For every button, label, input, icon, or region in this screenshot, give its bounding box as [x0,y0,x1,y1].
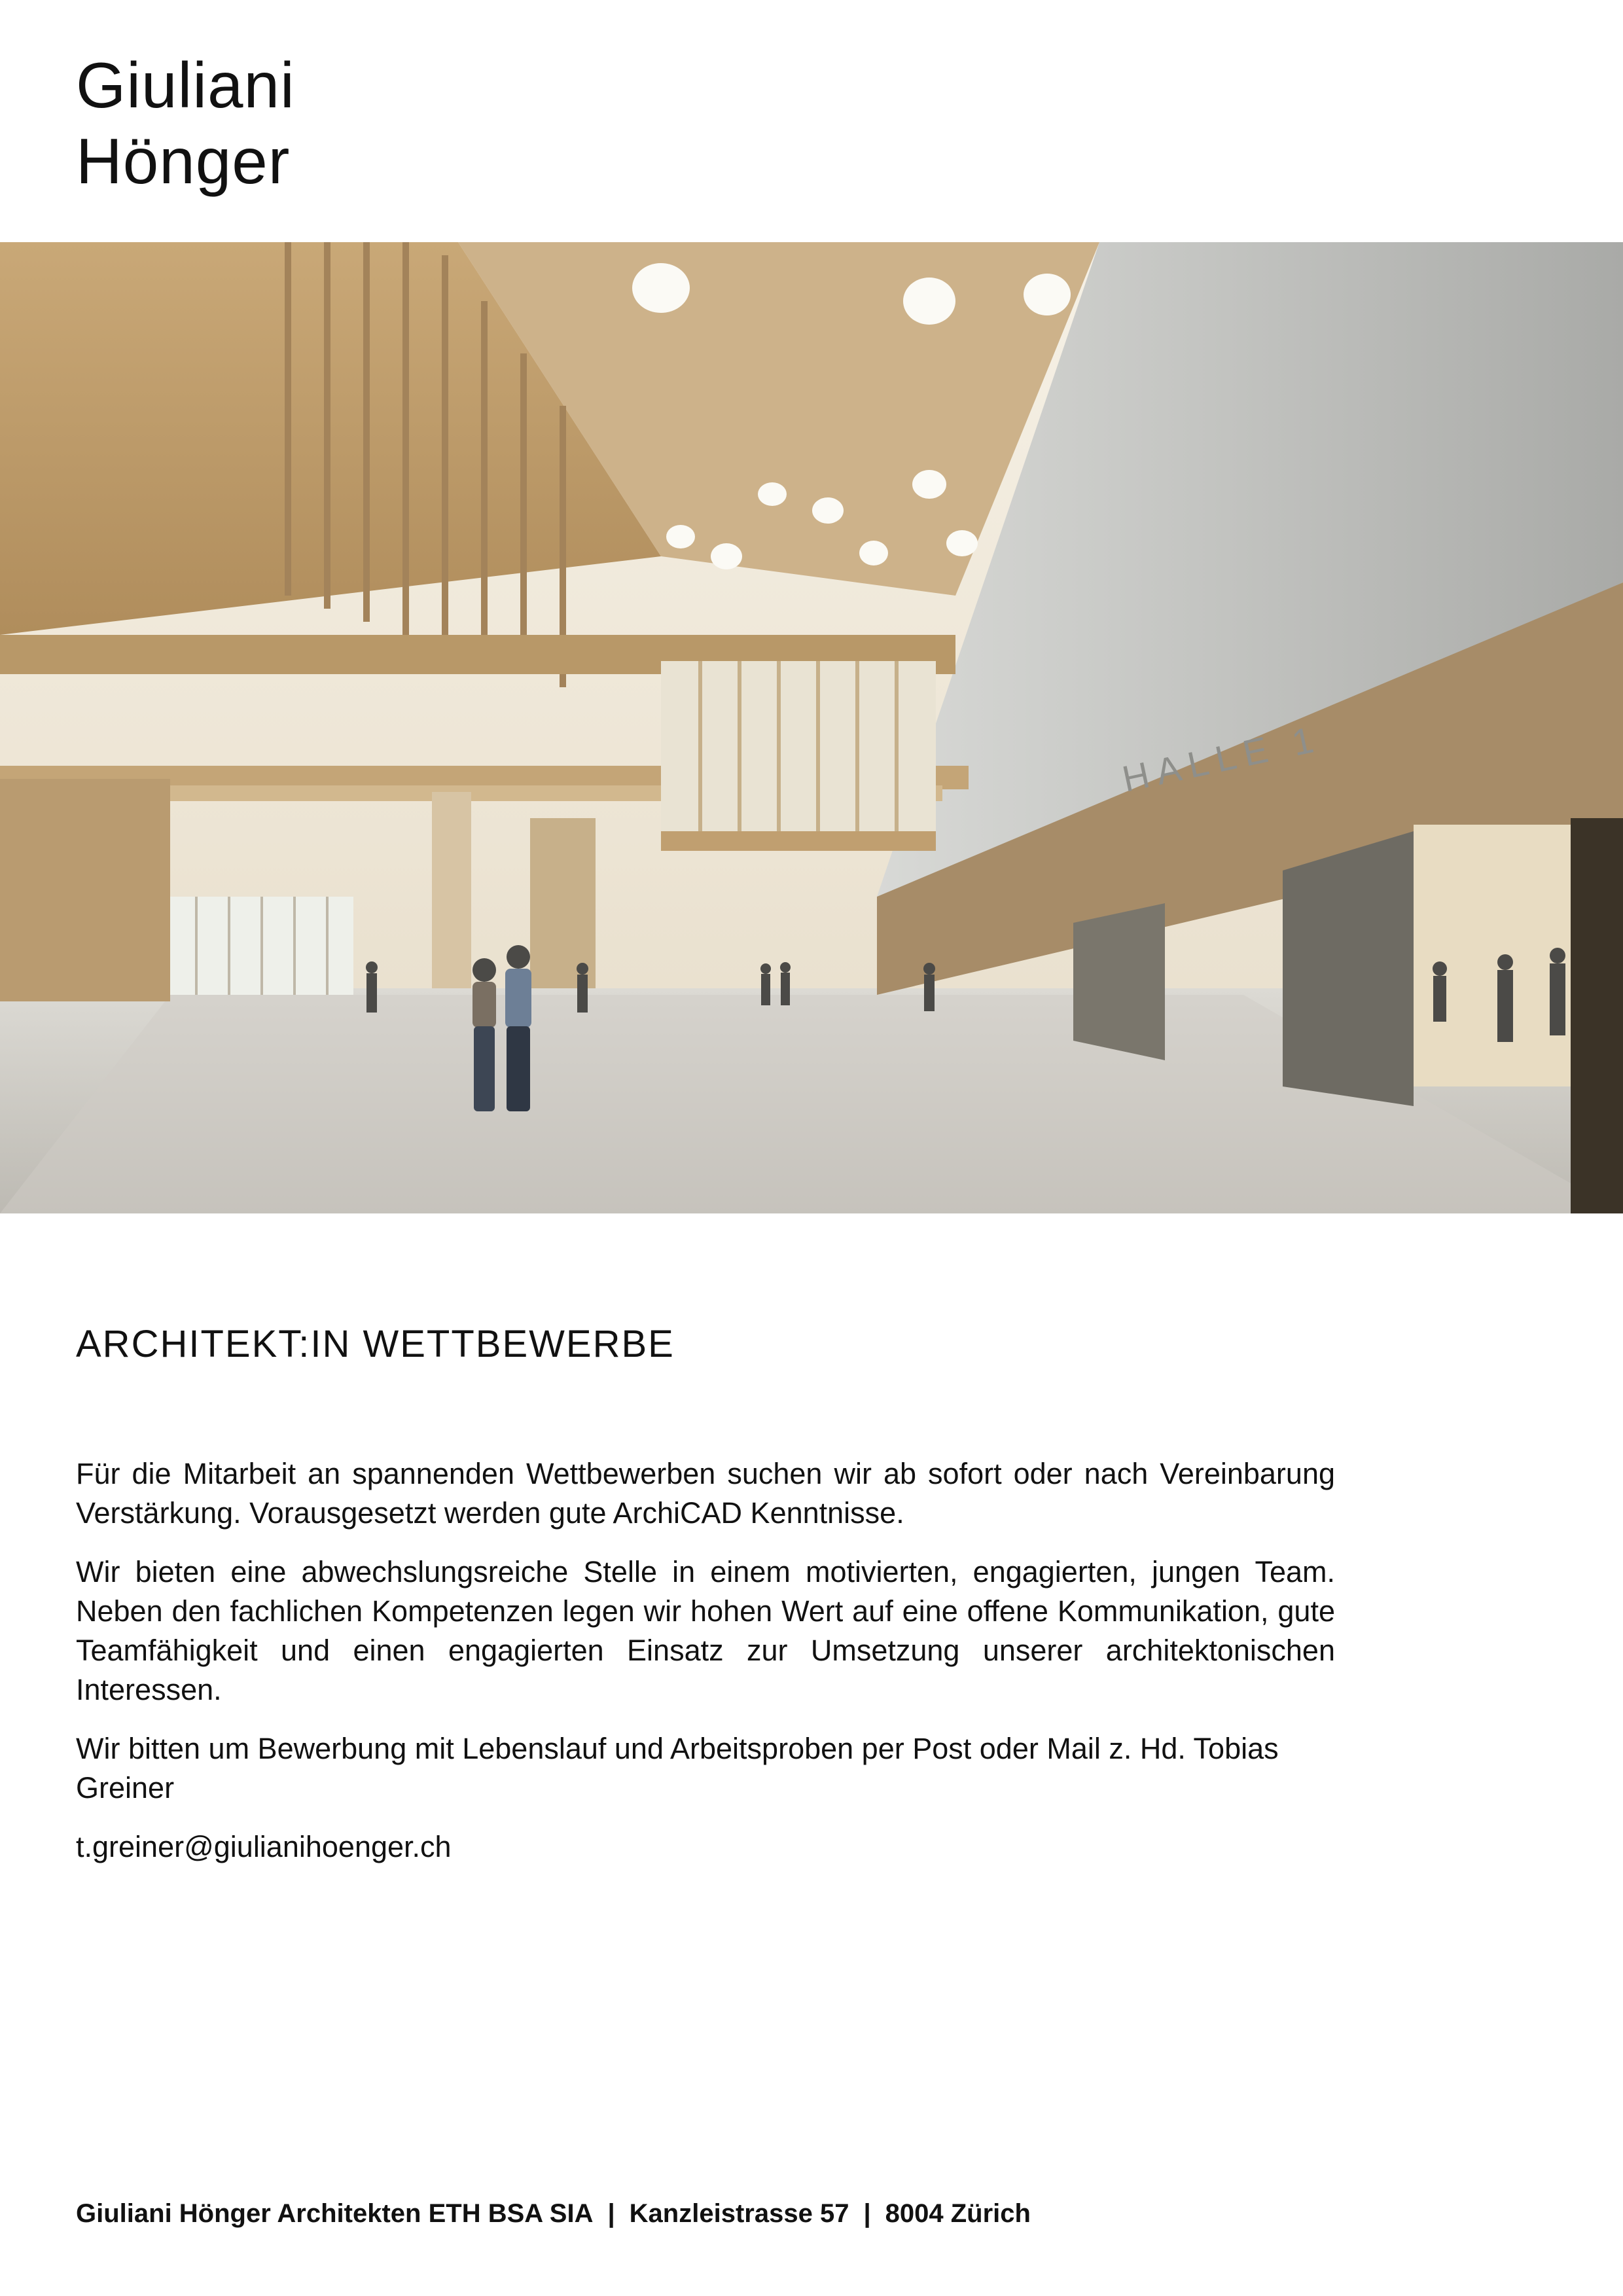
logo-line-2: Hönger [76,125,291,197]
footer-city: 8004 Zürich [885,2199,1031,2228]
distant-visitor [1433,961,1447,1022]
footer-address [76,2199,1031,2229]
skylight [711,543,742,569]
distant-visitor [780,962,791,1005]
distant-visitor [1497,954,1513,1042]
footer-separator: | [863,2199,871,2228]
skylight [1024,274,1071,315]
skylight [666,525,695,548]
skylight [812,497,844,524]
skylight [632,263,690,313]
skylight [859,541,888,565]
distant-visitor [1550,948,1565,1035]
paragraph-intro: Für die Mitarbeit an spannenden Wettbewerben suchen wir ab sofort oder nach Vereinbarung Verstärkung. Vorausgesetzt werden gute ArchiCAD Kenntnisse. [76,1457,1335,1530]
paragraph-offer: Wir bieten eine abwechslungsreiche Stelle in einem motivierten, engagierten, jungen Team. Neben den fachlichen Kompetenzen legen wir hohen Wert auf eine offene Kommunikation, gute Teamfähigkeit und einen engagierten Einsatz zur Umsetzung unserer architektonischen Interessen. [76,1555,1335,1706]
job-title: ARCHITEKT:IN WETTBEWERBE [76,1323,675,1365]
contact-email[interactable]: t.greiner@giulianihoenger.ch [76,1830,452,1863]
distant-visitor [366,961,378,1013]
paragraph-application: Wir bitten um Bewerbung mit Lebenslauf und Arbeitsproben per Post oder Mail z. Hd. Tobias Greiner [76,1732,1279,1804]
door-panel [1073,903,1165,1060]
distant-visitor [923,963,935,1011]
distant-visitor [577,963,588,1013]
skylight [758,482,787,506]
skylight [946,530,978,556]
skylight [912,470,946,499]
hall-interior-illustration [0,242,1623,1213]
hall-doorway [1414,825,1571,1086]
hero-rendering [0,242,1623,1213]
left-wooden-wall [0,779,170,1001]
distant-visitor [760,963,771,1005]
footer-street: Kanzleistrasse 57 [629,2199,849,2228]
footer-separator: | [607,2199,615,2228]
hall-sign: HALLE 1 [1118,717,1325,800]
company-logo [76,47,295,199]
column [530,818,596,988]
door-panel [1283,831,1414,1106]
footer-company: Giuliani Hönger Architekten ETH BSA SIA [76,2199,594,2228]
job-description [76,1454,1335,1886]
skylight [903,278,955,325]
door-frame [1571,818,1623,1213]
logo-line-1: Giuliani [76,49,295,121]
column [432,792,471,988]
gallery-beam [661,831,936,851]
